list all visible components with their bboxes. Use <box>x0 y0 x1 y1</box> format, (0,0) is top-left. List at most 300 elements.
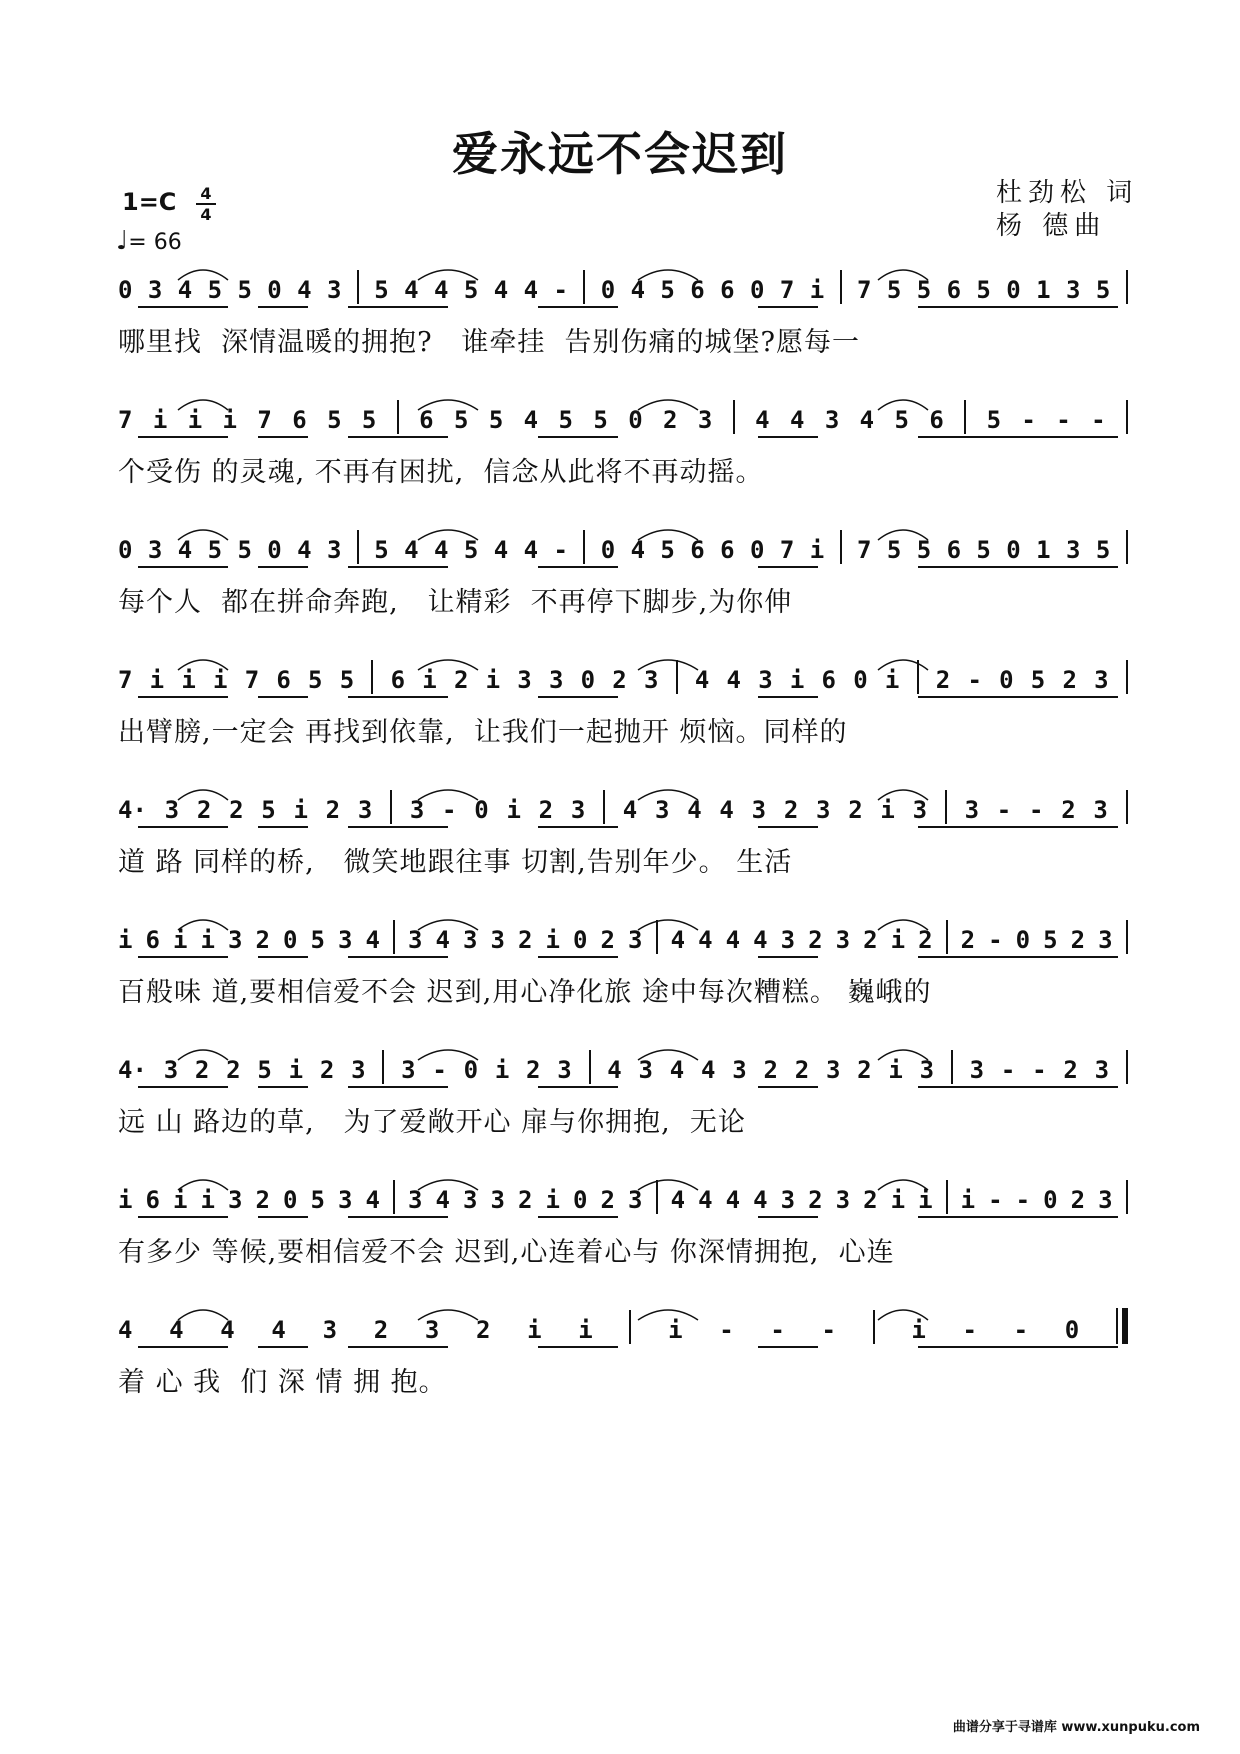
bar-line <box>357 530 359 564</box>
time-signature <box>196 185 216 223</box>
note: - <box>1028 796 1044 824</box>
note: 4 <box>753 926 768 954</box>
note: 0 <box>1043 1186 1058 1214</box>
note: 3 <box>732 1056 747 1084</box>
note: i <box>809 276 825 304</box>
note: 2 <box>857 1056 872 1084</box>
bar-line <box>656 1180 658 1214</box>
note: 1 <box>1036 276 1051 304</box>
bar-line <box>964 400 966 434</box>
note: 5 <box>463 536 479 564</box>
note: 3 <box>1098 1186 1113 1214</box>
note: 3 <box>758 666 773 694</box>
lyric-line: 出臂膀,一定会 再找到依靠, 让我们一起抛开 烦恼。同样的 <box>118 717 848 748</box>
note: i <box>118 926 133 954</box>
note: 3 <box>228 926 243 954</box>
note: 3 <box>628 926 643 954</box>
note: 0 <box>283 1186 298 1214</box>
note: 4 <box>859 406 875 434</box>
song-title: 爱永远不会迟到 <box>452 127 788 181</box>
composer-credit: 杨 德曲 <box>996 211 1107 241</box>
note: - <box>962 1316 977 1344</box>
note: 4 <box>365 1186 380 1214</box>
note: 2 <box>1061 796 1076 824</box>
note: 3 <box>401 1056 416 1084</box>
note: 4 <box>435 926 450 954</box>
lyric-line: 个受伤 的灵魂, 不再有困扰, 信念从此将不再动摇。 <box>118 457 764 488</box>
notation-line <box>118 1038 1128 1084</box>
beam-underlines <box>118 1086 1128 1089</box>
note: 3 <box>557 1056 572 1084</box>
note: 5 <box>1095 276 1111 304</box>
note: 3 <box>835 926 851 954</box>
note: 0 <box>463 1056 479 1084</box>
note: 3 <box>816 796 831 824</box>
note: 5 <box>1043 926 1058 954</box>
note: 6 <box>145 1186 160 1214</box>
note: - <box>1015 1186 1031 1214</box>
note: 3 <box>463 1186 478 1214</box>
score-system <box>118 1168 1128 1278</box>
note: 3 <box>490 1186 505 1214</box>
note: 0 <box>573 1186 588 1214</box>
tempo-value: = 66 <box>128 230 182 255</box>
note: 2 <box>255 1186 270 1214</box>
note: 2 <box>453 666 469 694</box>
note: 4 <box>177 276 193 304</box>
note: i <box>288 1056 304 1084</box>
note: i <box>149 666 165 694</box>
note: 4 <box>687 796 702 824</box>
note: 0 <box>750 536 765 564</box>
notation-line <box>118 388 1128 434</box>
score-system <box>118 1298 1128 1408</box>
note: 4 <box>753 1186 768 1214</box>
bar-line <box>656 920 658 954</box>
note: 3 <box>517 666 532 694</box>
note: - <box>553 536 568 564</box>
note: i <box>884 666 900 694</box>
note: 6 <box>946 536 962 564</box>
note: 5 <box>310 926 325 954</box>
note: 7 <box>118 406 133 434</box>
note: 4 <box>523 276 539 304</box>
note: 0 <box>283 926 298 954</box>
note: 5 <box>916 276 932 304</box>
note: 4 <box>523 406 539 434</box>
bar-line <box>1126 1180 1128 1214</box>
note: 5 <box>886 536 902 564</box>
note: i <box>911 1316 926 1344</box>
note: 0 <box>118 276 133 304</box>
note: 4 <box>622 796 638 824</box>
note: 2 <box>196 796 212 824</box>
note: 6 <box>390 666 406 694</box>
note: i <box>789 666 805 694</box>
bar-line <box>1126 270 1128 304</box>
score-system <box>118 258 1128 368</box>
time-signature-bottom: 4 <box>200 205 212 224</box>
note: - <box>967 666 982 694</box>
beam-underlines <box>118 306 1128 309</box>
note: 0 <box>1006 536 1021 564</box>
note: 6 <box>690 276 705 304</box>
note: 3 <box>463 926 478 954</box>
note: 4 <box>607 1056 622 1084</box>
note: 3 <box>1066 276 1081 304</box>
note: 2 <box>226 1056 241 1084</box>
note: 3 <box>163 1056 179 1084</box>
lyric-line: 有多少 等候,要相信爱不会 迟到,心连着心与 你深情拥抱, 心连 <box>118 1237 895 1268</box>
note: - <box>719 1316 734 1344</box>
note: 7 <box>779 276 795 304</box>
note: 3 <box>147 536 163 564</box>
note: 2 <box>763 1056 778 1084</box>
bar-line <box>951 1050 953 1084</box>
note: 5 <box>1095 536 1111 564</box>
note: 3 <box>628 1186 643 1214</box>
note: - <box>432 1056 447 1084</box>
note: 6 <box>690 536 705 564</box>
note: 5 <box>976 536 991 564</box>
note: 5 <box>660 276 675 304</box>
note: 3 <box>147 276 163 304</box>
note: 2 <box>1070 926 1086 954</box>
note: 5 <box>261 796 276 824</box>
note: 4 <box>630 536 646 564</box>
bar-line <box>583 270 585 304</box>
note: 4 <box>297 536 312 564</box>
note: 0 <box>267 276 282 304</box>
note: 4 <box>523 536 539 564</box>
note: 4 <box>493 536 509 564</box>
time-signature-top: 4 <box>200 184 212 203</box>
bar-line <box>589 1050 591 1084</box>
beam-underlines <box>118 436 1128 439</box>
note: 3 <box>409 796 425 824</box>
notation-line <box>118 648 1128 694</box>
note: 2 <box>319 1056 335 1084</box>
note: 6 <box>419 406 434 434</box>
beam-underlines <box>118 956 1128 959</box>
key-signature: 1=C <box>122 188 177 216</box>
beam-underlines <box>118 566 1128 569</box>
notation-line <box>118 258 1128 304</box>
notation-line <box>118 1298 1128 1344</box>
note: 2 <box>863 1186 878 1214</box>
notation-line <box>118 1168 1128 1214</box>
note: 5 <box>308 666 323 694</box>
notation-line <box>118 908 1128 954</box>
note: 5 <box>257 1056 272 1084</box>
note: 0 <box>474 796 489 824</box>
note: 4 <box>220 1316 235 1344</box>
note: 2 <box>600 926 615 954</box>
note: 0 <box>118 536 133 564</box>
note: 3 <box>490 926 505 954</box>
note: 4 <box>701 1056 716 1084</box>
note: 4 <box>630 276 646 304</box>
note: 5 <box>339 666 355 694</box>
note: 2 <box>325 796 341 824</box>
bar-line <box>603 790 605 824</box>
bar-line <box>917 660 919 694</box>
note: 2 <box>918 926 933 954</box>
note: 6 <box>946 276 962 304</box>
note: 4· <box>118 796 147 824</box>
note: 5 <box>374 276 389 304</box>
note: - <box>1000 1056 1016 1084</box>
bar-line <box>1126 790 1128 824</box>
note: 2 <box>373 1316 389 1344</box>
note: 5 <box>361 406 377 434</box>
beam-underlines <box>118 696 1128 699</box>
note: i <box>890 1186 906 1214</box>
note: 2 <box>475 1316 491 1344</box>
note: i <box>668 1316 683 1344</box>
note: i <box>152 406 168 434</box>
note: 0 <box>573 926 588 954</box>
note: 0 <box>600 276 616 304</box>
lyric-line: 百般味 道,要相信爱不会 迟到,用心净化旅 途中每次糟糕。 巍峨的 <box>118 977 932 1008</box>
note: 2 <box>229 796 244 824</box>
note: 6 <box>821 666 836 694</box>
bar-line <box>390 790 392 824</box>
lyric-line: 远 山 路边的草, 为了爱敞开心 扉与你拥抱, 无论 <box>118 1107 746 1138</box>
note: - <box>1091 406 1106 434</box>
note: - <box>1056 406 1071 434</box>
note: i <box>888 1056 903 1084</box>
note: 5 <box>207 536 223 564</box>
lyric-line: 道 路 同样的桥, 微笑地跟往事 切割,告别年少。 生活 <box>118 847 793 878</box>
note: 2 <box>783 796 799 824</box>
note: 3 <box>570 796 586 824</box>
note: 3 <box>327 276 342 304</box>
beam-underlines <box>118 1216 1128 1219</box>
note: 2 <box>538 796 554 824</box>
note: i <box>545 1186 560 1214</box>
lyric-line: 哪里找 深情温暖的拥抱? 谁牵挂 告别伤痛的城堡?愿每一 <box>118 327 861 358</box>
note: 4 <box>118 1316 133 1344</box>
note: i <box>918 1186 933 1214</box>
note: 3 <box>408 926 423 954</box>
note: i <box>222 406 237 434</box>
note: 6 <box>292 406 307 434</box>
note: 0 <box>999 666 1014 694</box>
note: - <box>996 796 1012 824</box>
note: 3 <box>548 666 564 694</box>
bar-line <box>676 660 678 694</box>
note: 6 <box>276 666 291 694</box>
note: 5 <box>310 1186 325 1214</box>
note: 2 <box>526 1056 541 1084</box>
note: 0 <box>580 666 596 694</box>
note: 2 <box>935 666 951 694</box>
note: i <box>181 666 196 694</box>
note: 5 <box>463 276 479 304</box>
note: i <box>880 796 895 824</box>
note: 2 <box>600 1186 615 1214</box>
note: 4 <box>435 1186 450 1214</box>
note: 4 <box>271 1316 286 1344</box>
note: 5 <box>986 406 1002 434</box>
note: 4 <box>404 276 419 304</box>
note: i <box>545 926 560 954</box>
note: 4 <box>755 406 770 434</box>
note: 2 <box>794 1056 810 1084</box>
bar-line <box>946 1180 948 1214</box>
note: 7 <box>856 536 872 564</box>
note: - <box>1021 406 1036 434</box>
bar-line <box>583 530 585 564</box>
note: 3 <box>1066 536 1081 564</box>
note: 3 <box>322 1316 338 1344</box>
note: 0 <box>750 276 765 304</box>
bar-line <box>873 1310 875 1344</box>
note: i <box>187 406 203 434</box>
note: 2 <box>518 926 533 954</box>
note: i <box>293 796 308 824</box>
note: 4 <box>434 276 449 304</box>
note: 3 <box>408 1186 423 1214</box>
note: 2 <box>518 1186 533 1214</box>
note: 4 <box>669 1056 685 1084</box>
bar-line <box>1126 530 1128 564</box>
note: i <box>578 1316 593 1344</box>
note: 4 <box>404 536 419 564</box>
note: - <box>442 796 457 824</box>
note: 2 <box>612 666 627 694</box>
note: 5 <box>976 276 991 304</box>
note: 3 <box>835 1186 851 1214</box>
note: 3 <box>1094 1056 1110 1084</box>
note: 6 <box>929 406 944 434</box>
note: 3 <box>751 796 767 824</box>
beam-underlines <box>118 826 1128 829</box>
score-system <box>118 648 1128 758</box>
beam-underlines <box>118 1346 1128 1349</box>
final-bar-line <box>1116 1308 1128 1344</box>
note: 4 <box>694 666 710 694</box>
score-system <box>118 1038 1128 1148</box>
bar-line <box>1126 400 1128 434</box>
note: i <box>494 1056 510 1084</box>
note: i <box>506 796 521 824</box>
score-system <box>118 778 1128 888</box>
note: 2 <box>1063 1056 1078 1084</box>
note: 6 <box>720 536 735 564</box>
note: 3 <box>964 796 980 824</box>
note: - <box>1032 1056 1047 1084</box>
note: 3 <box>780 1186 796 1214</box>
note: 4 <box>789 406 805 434</box>
note: 3 <box>825 1056 841 1084</box>
note: i <box>200 1186 215 1214</box>
lyric-line: 每个人 都在拼命奔跑, 让精彩 不再停下脚步,为你伸 <box>118 587 793 618</box>
note: 3 <box>697 406 713 434</box>
note: 7 <box>779 536 795 564</box>
note: 3 <box>1093 796 1108 824</box>
note: 0 <box>628 406 643 434</box>
lyric-line: 着 心 我 们 深 情 拥 抱。 <box>118 1367 447 1398</box>
note: 2 <box>848 796 863 824</box>
note: 2 <box>863 926 878 954</box>
note: i <box>200 926 215 954</box>
note: 3 <box>824 406 840 434</box>
note: 5 <box>237 536 252 564</box>
note: 2 <box>1070 1186 1086 1214</box>
note: i <box>173 926 188 954</box>
note: 3 <box>780 926 796 954</box>
note: - <box>553 276 568 304</box>
note: 3 <box>424 1316 440 1344</box>
note: 5 <box>886 276 902 304</box>
note: 4 <box>670 1186 686 1214</box>
score-system <box>118 388 1128 498</box>
note: 6 <box>145 926 160 954</box>
note: 7 <box>257 406 272 434</box>
bar-line <box>382 1050 384 1084</box>
bar-line <box>393 920 395 954</box>
note: 4 <box>670 926 686 954</box>
note: 4 <box>719 796 734 824</box>
note: 2 <box>255 926 270 954</box>
note: 4 <box>169 1316 184 1344</box>
bar-line <box>357 270 359 304</box>
note: 5 <box>453 406 469 434</box>
note: 7 <box>118 666 133 694</box>
note: - <box>988 1186 1003 1214</box>
note: 4 <box>365 926 380 954</box>
note: 0 <box>267 536 282 564</box>
notation-line <box>118 518 1128 564</box>
note: 1 <box>1036 536 1051 564</box>
bar-line <box>945 790 947 824</box>
note: 3 <box>1098 926 1113 954</box>
note: 4 <box>493 276 509 304</box>
notation-line <box>118 778 1128 824</box>
note: i <box>422 666 437 694</box>
note: i <box>173 1186 188 1214</box>
note: 7 <box>244 666 260 694</box>
note: 0 <box>1006 276 1021 304</box>
note: 3 <box>351 1056 366 1084</box>
note: 0 <box>600 536 616 564</box>
quarter-note-icon: ♩ <box>116 226 129 256</box>
note: 5 <box>894 406 909 434</box>
note: 3 <box>228 1186 243 1214</box>
note: 7 <box>856 276 872 304</box>
note: 3 <box>655 796 670 824</box>
note: 4 <box>177 536 193 564</box>
note: 4· <box>118 1056 147 1084</box>
note: 0 <box>1015 926 1031 954</box>
note: 3 <box>638 1056 653 1084</box>
note: - <box>988 926 1003 954</box>
note: - <box>1013 1316 1029 1344</box>
note: 5 <box>327 406 342 434</box>
note: 3 <box>164 796 180 824</box>
note: 3 <box>357 796 373 824</box>
note: 3 <box>919 1056 935 1084</box>
note: 3 <box>1094 666 1109 694</box>
bar-line <box>840 530 842 564</box>
note: i <box>809 536 825 564</box>
note: 0 <box>853 666 868 694</box>
note: 5 <box>916 536 932 564</box>
note: 5 <box>1030 666 1046 694</box>
note: 2 <box>663 406 678 434</box>
